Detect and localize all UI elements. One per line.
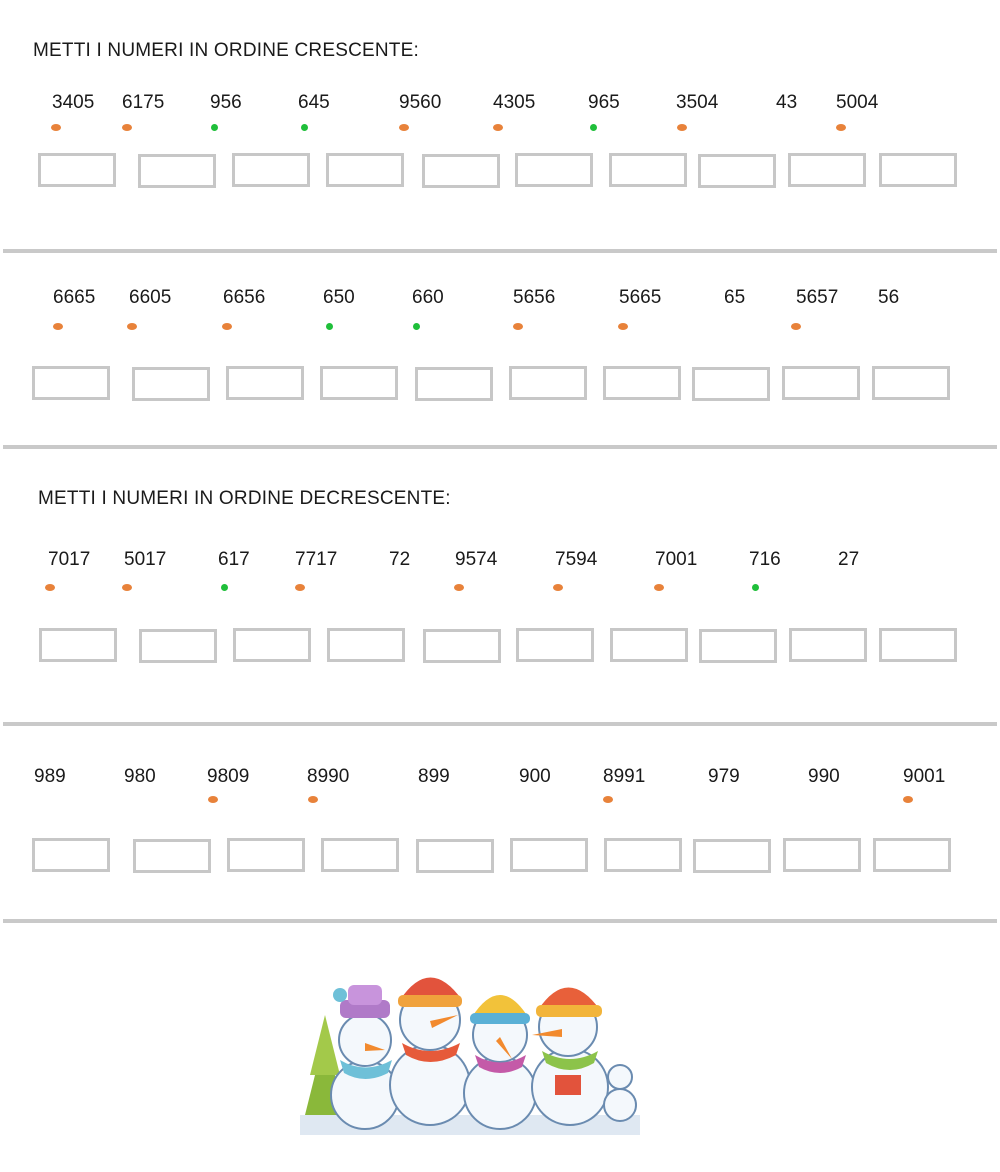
answer-box[interactable]: [133, 839, 211, 873]
orange-dot-marker: [603, 796, 613, 803]
number-label: 5004: [836, 92, 879, 113]
orange-dot-marker: [45, 584, 55, 591]
green-dot-marker: [221, 584, 228, 591]
orange-dot-marker: [399, 124, 409, 131]
green-dot-marker: [752, 584, 759, 591]
green-dot-marker: [326, 323, 333, 330]
number-label: 617: [218, 549, 250, 570]
orange-dot-marker: [127, 323, 137, 330]
heading-ascending: METTI I NUMERI IN ORDINE CRESCENTE:: [33, 40, 419, 61]
answer-box[interactable]: [227, 838, 305, 872]
number-label: 5017: [124, 549, 167, 570]
answer-box[interactable]: [879, 628, 957, 662]
answer-box[interactable]: [422, 154, 500, 188]
divider: [3, 722, 997, 726]
orange-dot-marker: [454, 584, 464, 591]
answer-box[interactable]: [232, 153, 310, 187]
orange-dot-marker: [513, 323, 523, 330]
answer-box[interactable]: [693, 839, 771, 873]
green-dot-marker: [301, 124, 308, 131]
orange-dot-marker: [791, 323, 801, 330]
number-label: 56: [878, 287, 900, 308]
number-label: 5656: [513, 287, 556, 308]
snowmen-group-icon: [300, 955, 640, 1135]
orange-dot-marker: [836, 124, 846, 131]
answer-box[interactable]: [423, 629, 501, 663]
heading-descending: METTI I NUMERI IN ORDINE DECRESCENTE:: [38, 488, 451, 509]
number-label: 6656: [223, 287, 266, 308]
answer-box[interactable]: [515, 153, 593, 187]
answer-box[interactable]: [510, 838, 588, 872]
answer-box[interactable]: [139, 629, 217, 663]
number-label: 990: [808, 766, 840, 787]
number-label: 3504: [676, 92, 719, 113]
answer-box[interactable]: [698, 154, 776, 188]
answer-box[interactable]: [39, 628, 117, 662]
number-label: 7594: [555, 549, 598, 570]
number-label: 900: [519, 766, 551, 787]
number-label: 5657: [796, 287, 839, 308]
number-label: 650: [323, 287, 355, 308]
number-label: 9560: [399, 92, 442, 113]
number-label: 8990: [307, 766, 350, 787]
green-dot-marker: [211, 124, 218, 131]
orange-dot-marker: [122, 584, 132, 591]
answer-box[interactable]: [226, 366, 304, 400]
number-label: 989: [34, 766, 66, 787]
answer-box[interactable]: [132, 367, 210, 401]
answer-box[interactable]: [416, 839, 494, 873]
orange-dot-marker: [222, 323, 232, 330]
number-label: 980: [124, 766, 156, 787]
orange-dot-marker: [122, 124, 132, 131]
answer-box[interactable]: [872, 366, 950, 400]
orange-dot-marker: [903, 796, 913, 803]
answer-box[interactable]: [320, 366, 398, 400]
orange-dot-marker: [493, 124, 503, 131]
orange-dot-marker: [208, 796, 218, 803]
answer-box[interactable]: [873, 838, 951, 872]
orange-dot-marker: [295, 584, 305, 591]
number-label: 9574: [455, 549, 498, 570]
number-label: 716: [749, 549, 781, 570]
answer-box[interactable]: [516, 628, 594, 662]
orange-dot-marker: [553, 584, 563, 591]
number-label: 660: [412, 287, 444, 308]
number-label: 6605: [129, 287, 172, 308]
answer-box[interactable]: [609, 153, 687, 187]
number-label: 9001: [903, 766, 946, 787]
number-label: 27: [838, 549, 860, 570]
answer-box[interactable]: [327, 628, 405, 662]
number-label: 43: [776, 92, 798, 113]
answer-box[interactable]: [233, 628, 311, 662]
divider: [3, 919, 997, 923]
orange-dot-marker: [51, 124, 61, 131]
number-label: 979: [708, 766, 740, 787]
number-label: 7017: [48, 549, 91, 570]
number-label: 8991: [603, 766, 646, 787]
number-label: 965: [588, 92, 620, 113]
number-label: 956: [210, 92, 242, 113]
number-label: 899: [418, 766, 450, 787]
answer-box[interactable]: [321, 838, 399, 872]
number-label: 7717: [295, 549, 338, 570]
answer-box[interactable]: [38, 153, 116, 187]
number-label: 65: [724, 287, 746, 308]
orange-dot-marker: [654, 584, 664, 591]
answer-box[interactable]: [782, 366, 860, 400]
number-label: 4305: [493, 92, 536, 113]
number-label: 3405: [52, 92, 95, 113]
number-label: 9809: [207, 766, 250, 787]
answer-box[interactable]: [415, 367, 493, 401]
answer-box[interactable]: [326, 153, 404, 187]
answer-box[interactable]: [610, 628, 688, 662]
green-dot-marker: [413, 323, 420, 330]
divider: [3, 249, 997, 253]
answer-box[interactable]: [788, 153, 866, 187]
answer-box[interactable]: [692, 367, 770, 401]
orange-dot-marker: [53, 323, 63, 330]
answer-box[interactable]: [603, 366, 681, 400]
number-label: 645: [298, 92, 330, 113]
answer-box[interactable]: [32, 838, 110, 872]
answer-box[interactable]: [604, 838, 682, 872]
answer-box[interactable]: [699, 629, 777, 663]
orange-dot-marker: [308, 796, 318, 803]
number-label: 6175: [122, 92, 165, 113]
number-label: 72: [389, 549, 411, 570]
answer-box[interactable]: [789, 628, 867, 662]
green-dot-marker: [590, 124, 597, 131]
answer-box[interactable]: [879, 153, 957, 187]
answer-box[interactable]: [509, 366, 587, 400]
answer-box[interactable]: [138, 154, 216, 188]
answer-box[interactable]: [32, 366, 110, 400]
number-label: 5665: [619, 287, 662, 308]
divider: [3, 445, 997, 449]
orange-dot-marker: [618, 323, 628, 330]
number-label: 7001: [655, 549, 698, 570]
answer-box[interactable]: [783, 838, 861, 872]
orange-dot-marker: [677, 124, 687, 131]
number-label: 6665: [53, 287, 96, 308]
